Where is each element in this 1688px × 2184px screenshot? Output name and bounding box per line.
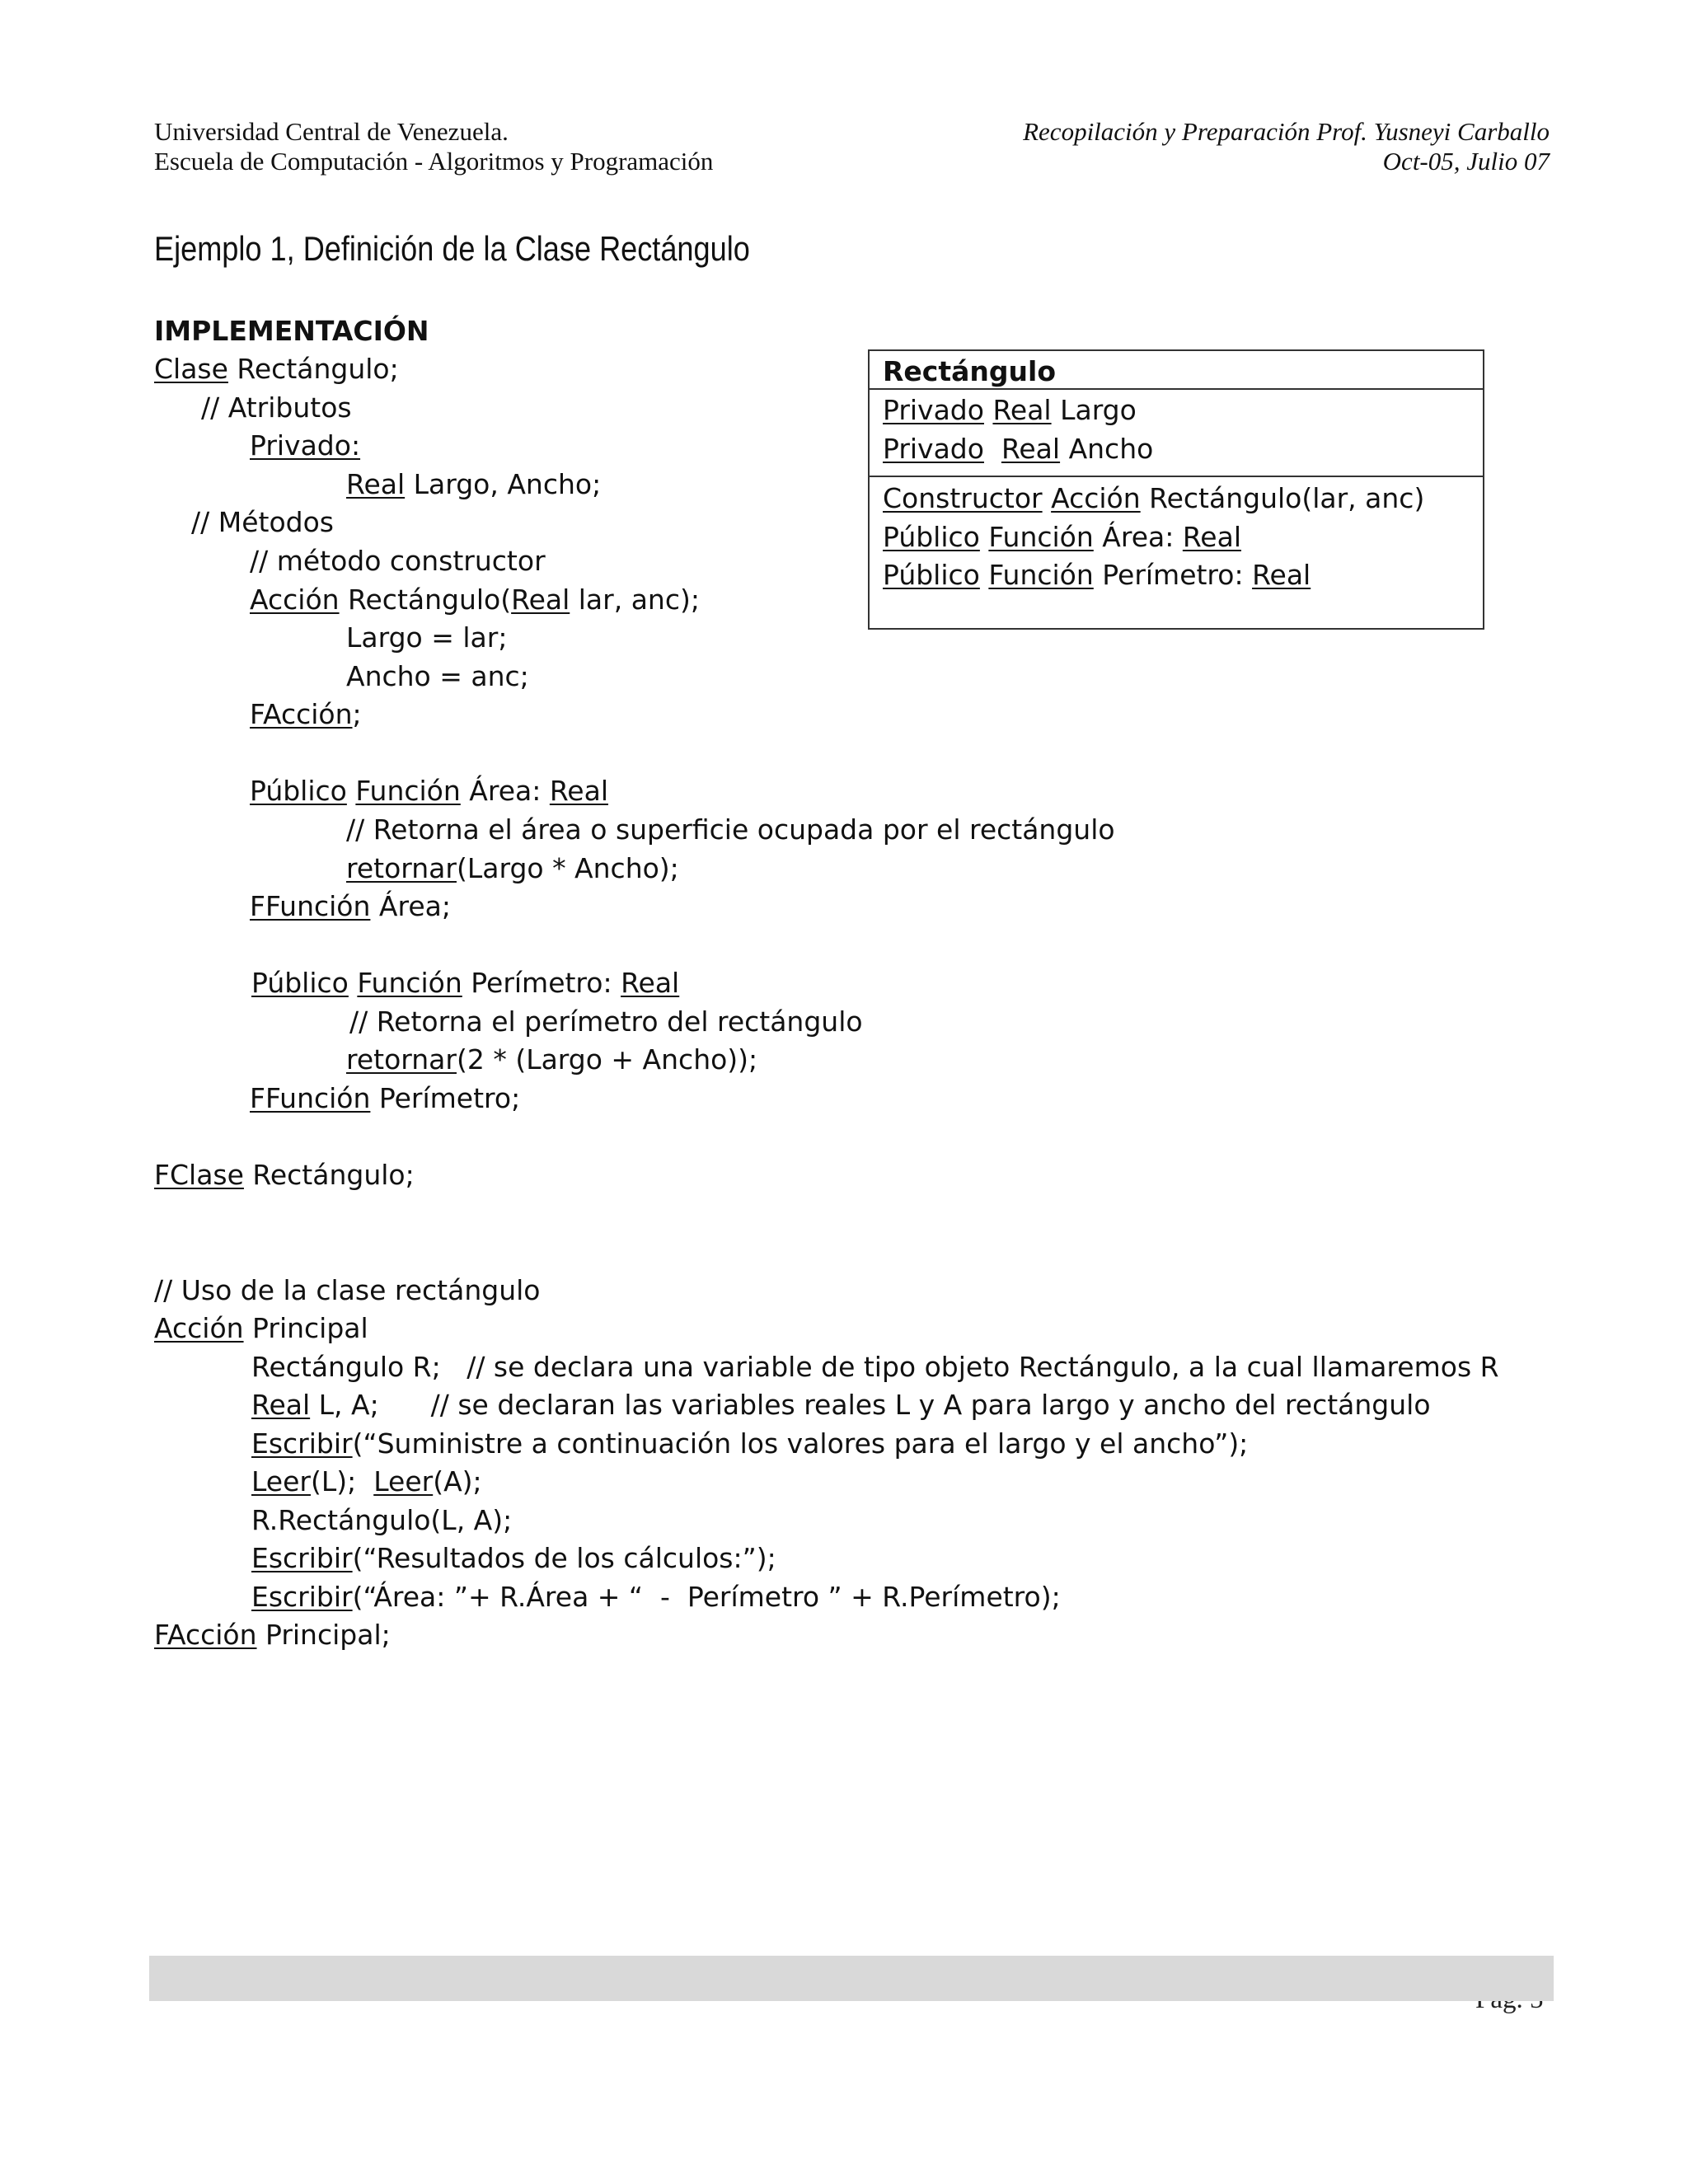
uml-attributes-row bbox=[870, 390, 1483, 477]
code-line-perimeter-return: retornar(2 * (Largo + Ancho)); bbox=[346, 1043, 758, 1076]
implementation-heading: IMPLEMENTACIÓN bbox=[154, 315, 429, 347]
header-institution: Universidad Central de Venezuela. bbox=[154, 117, 509, 146]
footer-bar bbox=[149, 1956, 1554, 2001]
code-line-area-end: FFunción Área; bbox=[250, 890, 451, 922]
usage-read-values: Leer(L); Leer(A); bbox=[251, 1465, 482, 1497]
uml-attr-ancho: Privado Real Ancho bbox=[883, 433, 1154, 465]
usage-action-principal: Acción Principal bbox=[154, 1312, 368, 1344]
code-line-area-return: retornar(Largo * Ancho); bbox=[346, 852, 679, 884]
header-date: Oct-05, Julio 07 bbox=[1382, 147, 1550, 176]
usage-declare-reals: Real L, A; // se declaran las variables reales L y A para largo y ancho del rectángulo bbox=[251, 1389, 1431, 1421]
code-line-assign-largo: Largo = lar; bbox=[346, 621, 508, 654]
code-line-constructor: Acción Rectángulo(Real lar, anc); bbox=[250, 583, 700, 616]
code-line-perimeter-signature: Público Función Perímetro: Real bbox=[251, 967, 680, 999]
usage-end-action: FAcción Principal; bbox=[154, 1619, 391, 1651]
usage-call-constructor: R.Rectángulo(L, A); bbox=[251, 1504, 513, 1536]
uml-method-constructor: Constructor Acción Rectángulo(lar, anc) bbox=[883, 482, 1425, 514]
usage-declare-object: Rectángulo R; // se declara una variable de tipo objeto Rectángulo, a la cual llamaremos R bbox=[251, 1351, 1499, 1383]
code-line-end-class: FClase Rectángulo; bbox=[154, 1159, 415, 1191]
usage-write-area-perimeter: Escribir(“Área: ”+ R.Área + “ - Perímetro ” + R.Perímetro); bbox=[251, 1581, 1061, 1613]
code-line-comment-attrs: // Atributos bbox=[201, 391, 352, 424]
code-line-perimeter-end: FFunción Perímetro; bbox=[250, 1082, 521, 1114]
code-line-perimeter-comment: // Retorna el perímetro del rectángulo bbox=[349, 1005, 863, 1038]
uml-class-name: Rectángulo bbox=[883, 355, 1056, 387]
code-line-private: Privado: bbox=[250, 429, 361, 462]
page-title: Ejemplo 1, Definición de la Clase Rectángulo bbox=[154, 229, 750, 268]
usage-comment: // Uso de la clase rectángulo bbox=[154, 1274, 541, 1306]
usage-write-results: Escribir(“Resultados de los cálculos:”); bbox=[251, 1542, 776, 1574]
uml-class-diagram bbox=[868, 349, 1484, 630]
code-line-area-signature: Público Función Área: Real bbox=[250, 775, 608, 807]
code-line-area-comment: // Retorna el área o superficie ocupada por el rectángulo bbox=[346, 813, 1115, 846]
code-line-end-action: FAcción; bbox=[250, 698, 362, 730]
code-line-class: Clase Rectángulo; bbox=[154, 353, 399, 385]
code-line-assign-ancho: Ancho = anc; bbox=[346, 660, 529, 692]
code-line-comment-constructor: // método constructor bbox=[250, 545, 546, 577]
uml-method-perimeter: Público Función Perímetro: Real bbox=[883, 559, 1311, 591]
uml-method-area: Público Función Área: Real bbox=[883, 521, 1241, 553]
uml-class-name-row bbox=[870, 351, 1483, 390]
header-school: Escuela de Computación - Algoritmos y Programación bbox=[154, 147, 714, 176]
code-line-comment-methods: // Métodos bbox=[191, 506, 334, 538]
header-author: Recopilación y Preparación Prof. Yusneyi Carballo bbox=[1023, 117, 1550, 146]
code-line-real-attrs: Real Largo, Ancho; bbox=[346, 468, 602, 500]
uml-attr-largo: Privado Real Largo bbox=[883, 394, 1137, 426]
usage-write-prompt: Escribir(“Suministre a continuación los valores para el largo y el ancho”); bbox=[251, 1427, 1249, 1460]
